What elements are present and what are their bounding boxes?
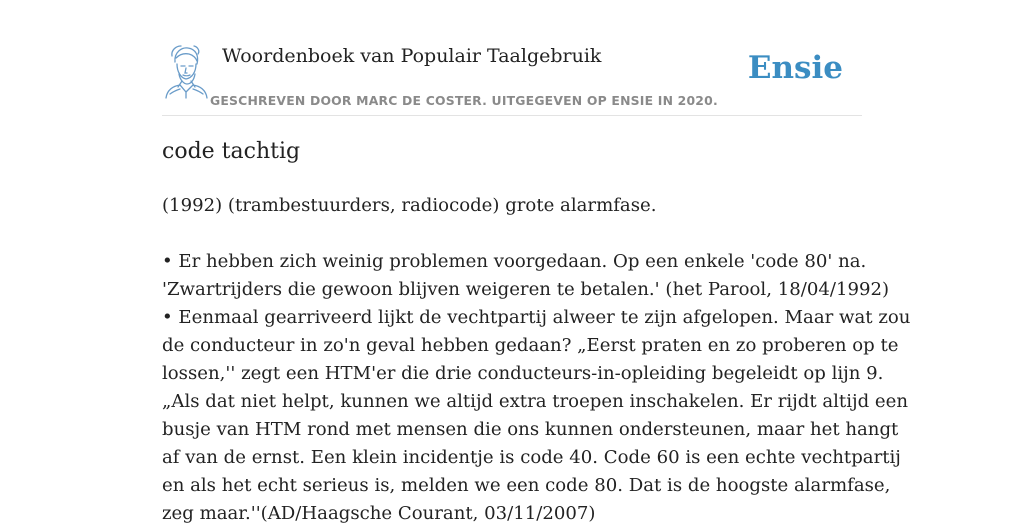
- author-avatar[interactable]: [162, 44, 210, 98]
- paragraph-gap: [162, 220, 867, 248]
- citation-line: af van de ernst. Een klein incidentje is code 40. Code 60 is een echte vechtpartij: [162, 447, 901, 468]
- author-portrait-icon: [162, 44, 210, 98]
- dictionary-header: [162, 40, 862, 116]
- citation-line: • Er hebben zich weinig problemen voorgedaan. Op een enkele 'code 80' na.: [162, 251, 867, 272]
- citation-line: 'Zwartrijders die gewoon blijven weigeren te betalen.' (het Parool, 18/04/1992): [162, 279, 890, 300]
- book-title[interactable]: Woordenboek van Populair Taalgebruik: [222, 45, 602, 67]
- citation-line: en als het echt serieus is, melden we een code 80. Dat is de hoogste alarmfase,: [162, 475, 891, 496]
- entry-body: [162, 192, 911, 528]
- citation-line: busje van HTM rond met mensen die ons kunnen ondersteunen, maar het hangt: [162, 419, 899, 440]
- citation-line: de conducteur in zo'n geval hebben gedaan? „Eerst praten en zo proberen op te: [162, 335, 899, 356]
- citation-line: lossen,'' zegt een HTM'er die drie conducteurs-in-opleiding begeleidt op lijn 9.: [162, 363, 884, 384]
- ensie-logo[interactable]: Ensie: [747, 50, 843, 86]
- author-byline: GESCHREVEN DOOR MARC DE COSTER. UITGEGEVEN OP ENSIE IN 2020.: [210, 93, 718, 108]
- citation-line: • Eenmaal gearriveerd lijkt de vechtpartij alweer te zijn afgelopen. Maar wat zou: [162, 307, 911, 328]
- entry-title: code tachtig: [162, 139, 301, 164]
- citation-line: zeg maar.''(AD/Haagsche Courant, 03/11/2007): [162, 503, 596, 524]
- citation-line: „Als dat niet helpt, kunnen we altijd extra troepen inschakelen. Er rijdt altijd een: [162, 391, 909, 412]
- entry-definition: (1992) (trambestuurders, radiocode) grote alarmfase.: [162, 195, 657, 216]
